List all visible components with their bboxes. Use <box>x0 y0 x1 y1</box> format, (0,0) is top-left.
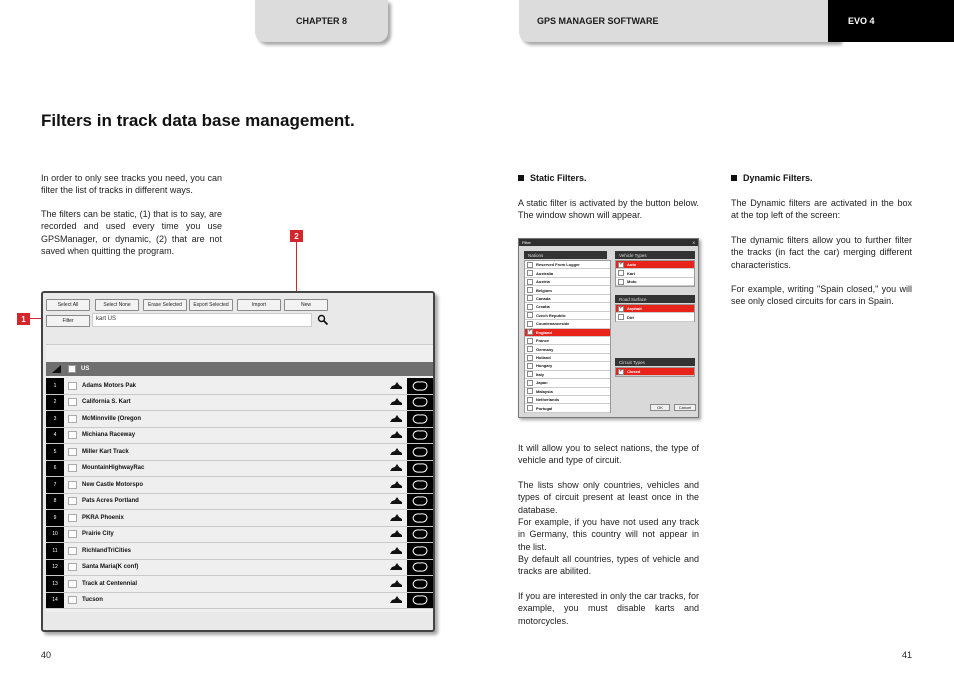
vehicle-label: Auto <box>627 262 637 268</box>
vehicle-checkbox[interactable] <box>618 279 624 285</box>
static-heading-text: Static Filters. <box>530 173 587 183</box>
track-outline-icon <box>410 479 430 491</box>
row-number: 9 <box>46 510 64 526</box>
track-name[interactable]: Miller Kart Track <box>82 448 129 455</box>
static-paragraph-3: The lists show only countries, vehicles and types of circuit present at least once in the database. <box>518 480 699 515</box>
model-tab <box>828 0 954 42</box>
search-icon[interactable] <box>317 314 329 326</box>
nation-item[interactable] <box>525 345 610 353</box>
car-icon <box>389 513 403 523</box>
table-row[interactable] <box>46 560 433 577</box>
nation-item[interactable] <box>525 278 610 286</box>
vehicle-item[interactable] <box>616 278 694 286</box>
nation-checkbox[interactable] <box>527 371 533 377</box>
nation-checkbox[interactable] <box>527 270 533 276</box>
row-number: 11 <box>46 543 64 559</box>
car-icon <box>389 480 403 490</box>
row-checkbox[interactable] <box>68 547 77 555</box>
nation-label: Italy <box>536 371 545 377</box>
track-map-thumbnail <box>407 395 433 411</box>
collapse-triangle-icon[interactable] <box>50 364 64 374</box>
nation-label: Germany <box>536 346 554 352</box>
track-name[interactable]: Tucson <box>82 597 103 604</box>
nation-checkbox[interactable] <box>527 312 533 318</box>
nation-item[interactable] <box>525 404 610 412</box>
nation-checkbox[interactable] <box>527 346 533 352</box>
circuit-label: Closed <box>627 369 641 375</box>
intro-paragraph-1: In order to only see tracks you need, you can filter the list of tracks in different ways. <box>41 173 222 196</box>
track-outline-icon <box>410 495 430 507</box>
track-name[interactable]: California S. Kart <box>82 399 131 406</box>
nation-label: France <box>536 338 550 344</box>
nation-item[interactable] <box>525 320 610 328</box>
row-number: 1 <box>46 378 64 394</box>
row-checkbox[interactable] <box>68 530 77 538</box>
track-name[interactable]: RichlandTriCities <box>82 547 132 554</box>
dynamic-filters-heading <box>731 173 813 183</box>
nation-item[interactable] <box>525 295 610 303</box>
group-label: US <box>81 366 90 372</box>
dynamic-heading-text: Dynamic Filters. <box>743 173 813 183</box>
vehicle-label: Kart <box>627 270 636 276</box>
nation-label: Canada <box>536 295 551 301</box>
nations-header: Nations <box>524 251 607 259</box>
table-row[interactable] <box>46 510 433 527</box>
vehicle-types-list[interactable] <box>615 260 695 287</box>
nation-label: Portugal <box>536 405 553 411</box>
track-name[interactable]: Track at Centennial <box>82 580 138 587</box>
static-paragraph-6: If you are interested in only the car tracks, for example, you must disable karts and motorcycles. <box>518 591 699 626</box>
row-checkbox[interactable] <box>68 481 77 489</box>
surface-checkbox[interactable] <box>618 306 624 312</box>
surface-item[interactable] <box>616 305 694 313</box>
table-row[interactable] <box>46 543 433 560</box>
surface-label: Asphalt <box>627 306 642 312</box>
track-map-thumbnail <box>407 477 433 493</box>
nation-label: Countenanceside <box>536 321 570 327</box>
model-label: EVO 4 <box>848 16 875 26</box>
track-outline-icon <box>410 396 430 408</box>
track-map-thumbnail <box>407 510 433 526</box>
nation-label: Netherlands <box>536 397 560 403</box>
car-icon <box>389 463 403 473</box>
filter-window <box>518 238 699 418</box>
select-all-button[interactable]: Select All <box>46 299 90 311</box>
callout-1: 1 <box>17 313 30 325</box>
search-input[interactable]: kart US <box>92 313 312 327</box>
row-checkbox[interactable] <box>68 415 77 423</box>
chapter-label: CHAPTER 8 <box>295 16 347 26</box>
group-checkbox[interactable] <box>68 365 76 373</box>
car-icon <box>389 414 403 424</box>
row-number: 2 <box>46 395 64 411</box>
row-number: 6 <box>46 461 64 477</box>
track-outline-icon <box>410 578 430 590</box>
filter-button[interactable]: Filter <box>46 315 90 327</box>
nation-label: Croatia <box>536 304 550 310</box>
table-row[interactable] <box>46 395 433 412</box>
track-outline-icon <box>410 413 430 425</box>
nation-label: Australia <box>536 270 554 276</box>
track-rows <box>46 378 433 609</box>
bullet-square-icon <box>518 175 524 181</box>
nation-checkbox[interactable] <box>527 363 533 369</box>
nation-checkbox[interactable] <box>527 380 533 386</box>
table-row[interactable] <box>46 576 433 593</box>
track-name[interactable]: Adams Motors Pak <box>82 382 137 389</box>
table-row[interactable] <box>46 378 433 395</box>
car-icon <box>389 595 403 605</box>
track-outline-icon <box>410 512 430 524</box>
vehicle-checkbox[interactable] <box>618 270 624 276</box>
dynamic-paragraph-1: The Dynamic filters are activated in the box at the top left of the screen: <box>731 198 912 221</box>
car-icon <box>389 381 403 391</box>
track-outline-icon <box>410 561 430 573</box>
export-selected-button[interactable]: Export Selected <box>189 299 233 311</box>
nation-checkbox[interactable] <box>527 287 533 293</box>
track-manager-screenshot <box>41 291 435 632</box>
track-name[interactable]: McMinnville (Oregon <box>82 415 142 422</box>
row-checkbox[interactable] <box>68 596 77 604</box>
nation-item[interactable] <box>525 269 610 277</box>
nation-checkbox[interactable] <box>527 321 533 327</box>
track-name[interactable]: Prairie City <box>82 531 114 538</box>
table-row[interactable] <box>46 477 433 494</box>
car-icon <box>389 447 403 457</box>
nation-item[interactable] <box>525 303 610 311</box>
row-checkbox[interactable] <box>68 497 77 505</box>
track-outline-icon <box>410 528 430 540</box>
static-paragraph-4: For example, if you have not used any track in Germany, this country will not appear in the list. <box>518 517 699 552</box>
track-name[interactable]: Michiana Raceway <box>82 432 136 439</box>
row-number: 13 <box>46 576 64 592</box>
surface-label: Dirt <box>627 314 634 320</box>
filter-window-titlebar <box>519 239 698 246</box>
row-checkbox[interactable] <box>68 448 77 456</box>
bullet-square-icon <box>731 175 737 181</box>
static-paragraph-5: By default all countries, types of vehicle and tracks are abilited. <box>518 554 699 577</box>
row-number: 7 <box>46 477 64 493</box>
row-number: 12 <box>46 560 64 576</box>
nation-item[interactable] <box>525 388 610 396</box>
row-checkbox[interactable] <box>68 563 77 571</box>
circuit-types-header: Circuit Types <box>615 358 695 366</box>
nation-label: Reserved From Logger <box>536 262 580 268</box>
car-icon <box>389 496 403 506</box>
nation-item[interactable] <box>525 396 610 404</box>
nation-label: Holland <box>536 355 551 361</box>
track-name[interactable]: New Castle Motorspo <box>82 481 144 488</box>
dynamic-paragraph-3: For example, writing "Spain closed," you will see only closed circuits for cars in Spain. <box>731 284 912 307</box>
track-outline-icon <box>410 462 430 474</box>
table-row[interactable] <box>46 428 433 445</box>
row-checkbox[interactable] <box>68 431 77 439</box>
nation-item[interactable] <box>525 261 610 269</box>
static-filters-heading <box>518 173 587 183</box>
car-icon <box>389 430 403 440</box>
circuit-checkbox[interactable] <box>618 369 624 375</box>
row-number: 5 <box>46 444 64 460</box>
track-outline-icon <box>410 429 430 441</box>
track-list <box>46 344 433 612</box>
row-checkbox[interactable] <box>68 398 77 406</box>
track-outline-icon <box>410 545 430 557</box>
vehicle-item[interactable] <box>616 261 694 269</box>
table-row[interactable] <box>46 593 433 610</box>
erase-selected-button[interactable]: Erase Selected <box>143 299 187 311</box>
nation-item[interactable] <box>525 354 610 362</box>
nation-checkbox[interactable] <box>527 295 533 301</box>
page-number-right: 41 <box>902 650 913 660</box>
import-button[interactable]: Import <box>237 299 281 311</box>
track-outline-icon <box>410 594 430 606</box>
nation-item[interactable] <box>525 362 610 370</box>
nation-item[interactable] <box>525 286 610 294</box>
surface-item[interactable] <box>616 313 694 321</box>
new-button[interactable]: New <box>284 299 328 311</box>
nation-label: Czech Republic <box>536 312 566 318</box>
row-number: 8 <box>46 494 64 510</box>
track-map-thumbnail <box>407 378 433 394</box>
track-name[interactable]: Santa Maria(K conf) <box>82 564 139 571</box>
row-checkbox[interactable] <box>68 580 77 588</box>
dynamic-paragraph-2: The dynamic filters allow you to further filter the tracks (in fact the car) merging different characteristics. <box>731 235 912 270</box>
track-name[interactable]: PKRA Phoenix <box>82 514 124 521</box>
track-map-thumbnail <box>407 428 433 444</box>
nation-checkbox[interactable] <box>527 355 533 361</box>
intro-paragraph-2: The filters can be static, (1) that is to say, are recorded and used every time you use GPSManager, or dynamic, (2) that are not saved when quitting the program. <box>41 209 222 257</box>
row-checkbox[interactable] <box>68 464 77 472</box>
circuit-types-list[interactable] <box>615 367 695 377</box>
car-icon <box>389 397 403 407</box>
static-paragraph-1: A static filter is activated by the button below. The window shown will appear. <box>518 198 699 221</box>
nation-label: Hungary <box>536 363 553 369</box>
vehicle-types-header: Vehicle Types <box>615 251 695 259</box>
nation-label: Belgium <box>536 287 552 293</box>
nation-label: Austria <box>536 279 550 285</box>
row-checkbox[interactable] <box>68 382 77 390</box>
track-map-thumbnail <box>407 527 433 543</box>
software-tab <box>519 0 839 42</box>
page-title: Filters in track data base management. <box>41 111 355 130</box>
nation-checkbox[interactable] <box>527 279 533 285</box>
nation-checkbox[interactable] <box>527 338 533 344</box>
track-map-thumbnail <box>407 444 433 460</box>
row-checkbox[interactable] <box>68 514 77 522</box>
select-none-button[interactable]: Select None <box>95 299 139 311</box>
row-number: 4 <box>46 428 64 444</box>
nation-label: England <box>536 329 552 335</box>
track-map-thumbnail <box>407 593 433 609</box>
table-row[interactable] <box>46 411 433 428</box>
group-row[interactable] <box>46 362 433 376</box>
page-number-left: 40 <box>41 650 52 660</box>
nation-checkbox[interactable] <box>527 388 533 394</box>
table-row[interactable] <box>46 527 433 544</box>
track-outline-icon <box>410 380 430 392</box>
nations-list[interactable] <box>524 260 611 413</box>
track-map-thumbnail <box>407 560 433 576</box>
track-outline-icon <box>410 446 430 458</box>
filter-window-title: Filter <box>522 240 531 245</box>
row-number: 3 <box>46 411 64 427</box>
nation-checkbox[interactable] <box>527 329 533 335</box>
nation-item[interactable] <box>525 371 610 379</box>
row-number: 10 <box>46 527 64 543</box>
track-map-thumbnail <box>407 543 433 559</box>
nation-item[interactable] <box>525 337 610 345</box>
nation-item[interactable] <box>525 329 610 337</box>
road-surface-list[interactable] <box>615 304 695 322</box>
car-icon <box>389 546 403 556</box>
nation-checkbox[interactable] <box>527 405 533 411</box>
table-row[interactable] <box>46 461 433 478</box>
row-number: 14 <box>46 593 64 609</box>
chapter-tab <box>255 0 388 42</box>
cancel-button[interactable]: Cancel <box>674 404 696 411</box>
ok-button[interactable]: OK <box>650 404 670 411</box>
circuit-item[interactable] <box>616 368 694 376</box>
close-icon[interactable]: X <box>692 240 695 245</box>
track-map-thumbnail <box>407 576 433 592</box>
track-map-thumbnail <box>407 494 433 510</box>
track-map-thumbnail <box>407 461 433 477</box>
car-icon <box>389 529 403 539</box>
vehicle-checkbox[interactable] <box>618 262 624 268</box>
track-name[interactable]: Pats Acres Portland <box>82 498 139 505</box>
vehicle-label: Moto <box>627 279 637 285</box>
table-row[interactable] <box>46 494 433 511</box>
nation-item[interactable] <box>525 312 610 320</box>
nation-checkbox[interactable] <box>527 262 533 268</box>
vehicle-item[interactable] <box>616 269 694 277</box>
nation-checkbox[interactable] <box>527 304 533 310</box>
static-paragraph-2: It will allow you to select nations, the type of vehicle and type of circuit. <box>518 443 699 466</box>
car-icon <box>389 579 403 589</box>
software-label: GPS MANAGER SOFTWARE <box>537 16 659 26</box>
car-icon <box>389 562 403 572</box>
track-name[interactable]: MountainHighwayRac <box>82 465 145 472</box>
surface-checkbox[interactable] <box>618 314 624 320</box>
track-map-thumbnail <box>407 411 433 427</box>
nation-checkbox[interactable] <box>527 397 533 403</box>
nation-label: Japan <box>536 380 548 386</box>
callout-2: 2 <box>290 230 303 242</box>
nation-label: Malaysia <box>536 388 553 394</box>
table-row[interactable] <box>46 444 433 461</box>
nation-item[interactable] <box>525 379 610 387</box>
road-surface-header: Road Surface <box>615 295 695 303</box>
